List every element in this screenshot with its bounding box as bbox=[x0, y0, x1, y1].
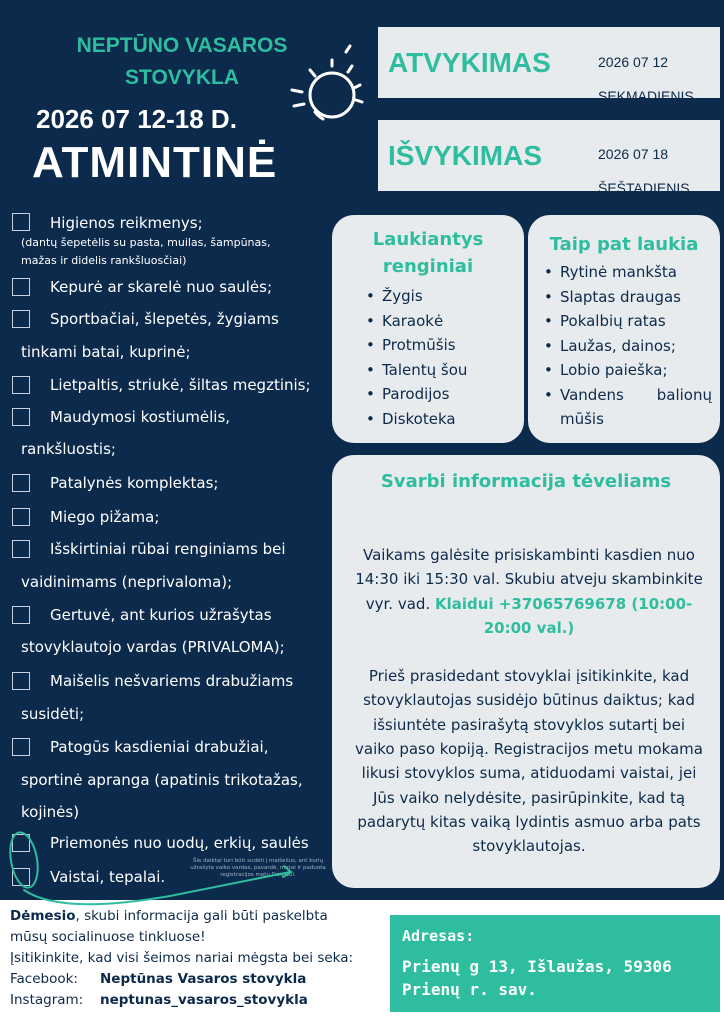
events-title-line1: Laukiantys bbox=[372, 229, 484, 250]
event-item: • Protmūšis bbox=[360, 333, 524, 358]
attention-line bbox=[10, 906, 380, 927]
event-item: • Diskoteka bbox=[360, 407, 524, 432]
item-text: Vaistai, tepalai. bbox=[50, 868, 166, 886]
events-title bbox=[332, 228, 524, 279]
checkbox[interactable] bbox=[12, 376, 30, 394]
departure-day: ŠEŠTADIENIS bbox=[598, 180, 690, 196]
also-title: Taip pat laukia bbox=[549, 234, 699, 255]
address-line2: Prienų r. sav. bbox=[402, 980, 537, 999]
address-label: Adresas: bbox=[402, 927, 475, 945]
departure-label: IŠVYKIMAS bbox=[388, 140, 543, 171]
small-note: Šie daiktai turi būti sudėti į maišelius, ant kurių užrašyta vaiko vardas, pavardė, metai ir paduota registracijos metu Deividui. bbox=[190, 858, 326, 878]
checkbox[interactable] bbox=[12, 540, 30, 558]
event-item: • Žygis bbox=[360, 284, 524, 309]
checkbox[interactable] bbox=[12, 408, 30, 426]
also-list bbox=[538, 260, 714, 432]
events-title-line2: renginiai bbox=[382, 256, 474, 277]
checkbox[interactable] bbox=[12, 213, 30, 231]
instagram-label: Instagram: bbox=[10, 992, 84, 1008]
attention-line2: mūsų socialinuose tinkluose! bbox=[10, 929, 206, 945]
item-text: susidėti; bbox=[21, 705, 85, 723]
important-card bbox=[332, 455, 720, 888]
item-text: Patogūs kasdieniai drabužiai, bbox=[50, 738, 269, 756]
important-paragraph: Prieš prasidedant stovyklai įsitikinkite, kad stovyklautojas susidėjo būtinus daiktus; kad išsiuntėte pasirašytą stovyklos sutartį bei vaiko paso kopiją. Registracijos metu mokama likusi stovyklos suma, atiduodami vaistai, jei Jūs vaiko nelydėsite, pasirūpinkite, kad tą padarytų kitas vaiką lydintis asmuo arba pats stovyklautojas. bbox=[355, 667, 703, 856]
item-text: Kepurė ar skarelė nuo saulės; bbox=[50, 278, 273, 296]
item-subtext: (dantų šepetėlis su pasta, muilas, šampūnas, bbox=[21, 236, 271, 249]
important-text: Vaikams galėsite prisiskambinti kasdien nuo 14:30 iki 15:30 val. Skubiu atveju skambinkite vyr. vad. bbox=[355, 546, 703, 613]
event-item: • Parodijos bbox=[360, 382, 524, 407]
event-item: • Talentų šou bbox=[360, 358, 524, 383]
item-text: sportinė apranga (apatinis trikotažas, bbox=[21, 771, 303, 789]
facebook-row bbox=[10, 969, 380, 990]
also-item: • Laužas, dainos; bbox=[538, 334, 714, 359]
arrival-label: ATVYKIMAS bbox=[388, 47, 551, 78]
facebook-link[interactable]: Neptūnas Vasaros stovykla bbox=[100, 971, 307, 987]
item-text: Maudymosi kostiumėlis, bbox=[50, 408, 231, 426]
item-text: Sportbačiai, šlepetės, žygiams bbox=[50, 310, 279, 328]
also-item: • Lobio paieška; bbox=[538, 358, 714, 383]
item-text: tinkami batai, kuprinė; bbox=[21, 343, 191, 361]
item-text: Gertuvė, ant kurios užrašytas bbox=[50, 606, 272, 624]
important-title: Svarbi informacija tėveliams bbox=[380, 471, 672, 492]
also-item: • Rytinė mankšta bbox=[538, 260, 714, 285]
address-value bbox=[402, 955, 708, 1001]
arrival-box bbox=[378, 27, 720, 104]
also-item: • Vandens balionų mūšis bbox=[538, 383, 714, 432]
dates-title: 2026 07 12-18 D. bbox=[36, 104, 237, 134]
important-body bbox=[354, 543, 704, 859]
item-text: Higienos reikmenys; bbox=[50, 214, 203, 232]
follow-line: Įsitikinkite, kad visi šeimos nariai mėgsta bei seka: bbox=[10, 950, 354, 966]
instagram-link[interactable]: neptunas_vasaros_stovykla bbox=[100, 992, 308, 1008]
events-card bbox=[332, 215, 524, 443]
checkbox[interactable] bbox=[12, 738, 30, 756]
camp-title-line2: STOVYKLA bbox=[125, 66, 239, 89]
item-text: Priemonės nuo uodų, erkių, saulės bbox=[50, 834, 309, 852]
camp-title bbox=[60, 30, 304, 94]
item-text: Lietpaltis, striukė, šiltas megztinis; bbox=[50, 376, 311, 394]
item-text: kojinės) bbox=[21, 803, 80, 821]
item-text: stovyklautojo vardas (PRIVALOMA); bbox=[21, 638, 285, 656]
arrival-day: SEKMADIENIS bbox=[598, 88, 694, 104]
departure-date: 2026 07 18 bbox=[598, 146, 669, 162]
memo-title: ATMINTINĖ bbox=[32, 138, 278, 187]
address-box bbox=[390, 915, 720, 1012]
checkbox[interactable] bbox=[12, 508, 30, 526]
checkbox[interactable] bbox=[12, 672, 30, 690]
important-paragraph bbox=[354, 543, 704, 640]
events-list bbox=[360, 284, 524, 431]
facebook-label: Facebook: bbox=[10, 971, 78, 987]
checkbox[interactable] bbox=[12, 474, 30, 492]
item-text: Maišelis nešvariems drabužiams bbox=[50, 672, 294, 690]
event-item: • Karaokė bbox=[360, 309, 524, 334]
arrival-date: 2026 07 12 bbox=[598, 54, 669, 70]
item-text: Patalynės komplektas; bbox=[50, 474, 219, 492]
item-text: vaidinimams (neprivaloma); bbox=[21, 573, 233, 591]
also-card bbox=[528, 215, 720, 443]
address-line1: Prienų g 13, Išlaužas, 59306 bbox=[402, 957, 672, 976]
also-item: • Slaptas draugas bbox=[538, 285, 714, 310]
checkbox[interactable] bbox=[12, 310, 30, 328]
departure-box bbox=[378, 120, 720, 196]
checkbox[interactable] bbox=[12, 278, 30, 296]
arrow-icon bbox=[0, 820, 340, 920]
instagram-row bbox=[10, 990, 380, 1011]
attention-bold: Dėmesio bbox=[10, 908, 76, 924]
item-text: rankšluostis; bbox=[21, 440, 116, 458]
social-info bbox=[10, 906, 380, 1011]
also-item: • Pokalbių ratas bbox=[538, 309, 714, 334]
leader-contact: Klaidui +37065769678 (10:00-20:00 val.) bbox=[435, 594, 693, 637]
item-subtext: mažas ir didelis rankšluosčiai) bbox=[21, 254, 187, 267]
checkbox[interactable] bbox=[12, 606, 30, 624]
item-text: Išskirtiniai rūbai renginiams bei bbox=[50, 540, 286, 558]
camp-title-line1: NEPTŪNO VASAROS bbox=[76, 34, 288, 57]
item-text: Miego pižama; bbox=[50, 508, 160, 526]
attention-text: , skubi informacija gali būti paskelbta bbox=[75, 908, 328, 924]
sun-icon bbox=[280, 40, 380, 140]
